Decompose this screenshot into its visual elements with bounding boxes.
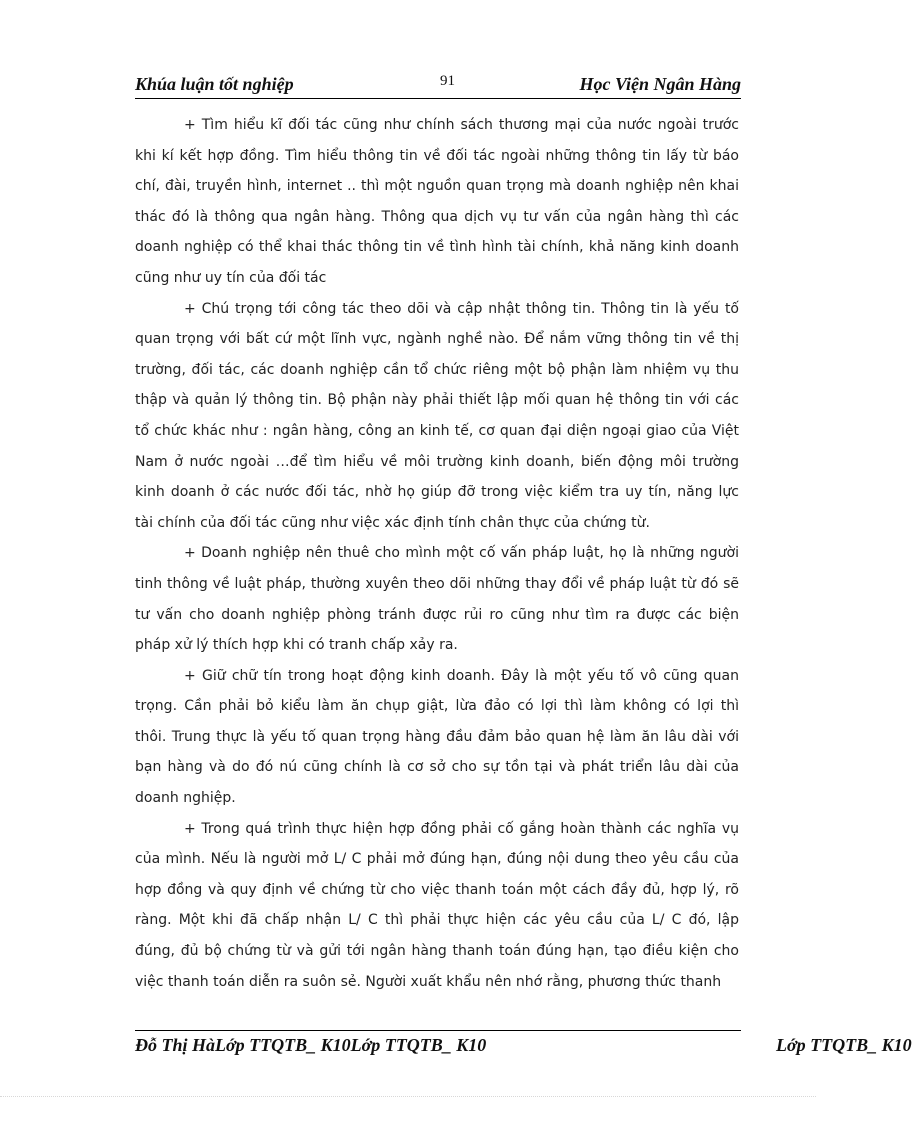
text-line: + Trong quá trình thực hiện hợp đồng phải cố gắng hoàn thành các nghĩa vụ (184, 820, 739, 837)
footer-divider (135, 1030, 741, 1031)
text-line: tổ chức khác như : ngân hàng, công an kinh tế, cơ quan đại diện ngoại giao của Việt (135, 422, 739, 439)
header-institution: Học Viện Ngân Hàng (579, 74, 741, 94)
text-line: chí, đài, truyền hình, internet .. thì một nguồn quan trọng mà doanh nghiệp nên khai (135, 178, 739, 195)
text-line: đúng, đủ bộ chứng từ và gửi tới ngân hàng thanh toán đúng hạn, tạo điều kiện cho (135, 943, 739, 960)
text-line: Nam ở nước ngoài …để tìm hiểu về môi trường kinh doanh, biến động môi trường (135, 453, 739, 470)
text-line: ràng. Một khi đã chấp nhận L/ C thì phải thực hiện các yêu cầu của L/ C đó, lập (135, 912, 739, 929)
text-line: tinh thông về luật pháp, thường xuyên theo dõi những thay đổi về pháp luật từ đó sẽ (135, 575, 739, 592)
text-line: doanh nghiệp có thể khai thác thông tin về tình hình tài chính, khả năng kinh doanh (135, 239, 739, 256)
header-thesis-title: Khúa luận tốt nghiệp (135, 74, 294, 94)
text-line: hợp đồng và quy định về chứng từ cho việc thanh toán một cách đầy đủ, hợp lý, rõ (135, 881, 739, 898)
footer-author-class: Đỗ Thị HàLớp TTQTB_ K10Lớp TTQTB_ K10 (135, 1035, 487, 1055)
text-line: tài chính của đối tác cũng như việc xác định tính chân thực của chứng từ. (135, 514, 650, 531)
page-header (135, 72, 741, 99)
text-line: tư vấn cho doanh nghiệp phòng tránh được rủi ro cũng như tìm ra được các biện (135, 606, 739, 623)
text-line: bạn hàng và do đó nú cũng chính là cơ sở cho sự tồn tại và phát triển lâu dài của (135, 759, 739, 776)
body-text (135, 110, 739, 997)
text-line: của mình. Nếu là người mở L/ C phải mở đúng hạn, đúng nội dung theo yêu cầu của (135, 851, 739, 868)
text-line: + Giữ chữ tín trong hoạt động kinh doanh. Đây là một yếu tố vô cũng quan (184, 667, 739, 684)
text-line: thác đó là thông qua ngân hàng. Thông qua dịch vụ tư vấn của ngân hàng thì các (135, 208, 739, 225)
text-line: trọng. Cần phải bỏ kiểu làm ăn chụp giật, lừa đảo có lợi thì làm không có lợi thì (135, 698, 739, 715)
footer-class: Lớp TTQTB_ K10 (776, 1035, 912, 1055)
page-number: 91 (440, 73, 455, 89)
text-line: quan trọng với bất cứ một lĩnh vực, ngành nghề nào. Để nắm vững thông tin về thị (135, 331, 739, 348)
text-line: thôi. Trung thực là yếu tố quan trọng hàng đầu đảm bảo quan hệ làm ăn lâu dài với (135, 728, 739, 745)
page-edge (0, 1096, 816, 1097)
text-line: kinh doanh ở các nước đối tác, nhờ họ giúp đỡ trong việc kiểm tra uy tín, năng lực (135, 484, 739, 501)
text-line: trường, đối tác, các doanh nghiệp cần tổ chức riêng một bộ phận làm nhiệm vụ thu (135, 361, 739, 378)
text-line: doanh nghiệp. (135, 790, 236, 807)
text-line: pháp xử lý thích hợp khi có tranh chấp xảy ra. (135, 637, 458, 654)
text-line: cũng như uy tín của đối tác (135, 269, 327, 286)
text-line: thập và quản lý thông tin. Bộ phận này phải thiết lập mối quan hệ thông tin với các (135, 392, 739, 409)
text-line: khi kí kết hợp đồng. Tìm hiểu thông tin về đối tác ngoài những thông tin lấy từ báo (135, 147, 739, 164)
text-line: + Doanh nghiệp nên thuê cho mình một cố vấn pháp luật, họ là những người (184, 545, 739, 562)
text-line: + Chú trọng tới công tác theo dõi và cập nhật thông tin. Thông tin là yếu tố (184, 300, 739, 317)
text-line: + Tìm hiểu kĩ đối tác cũng như chính sách thương mại của nước ngoài trước (184, 117, 739, 133)
text-line: việc thanh toán diễn ra suôn sẻ. Người xuất khẩu nên nhớ rằng, phương thức thanh (135, 973, 722, 990)
